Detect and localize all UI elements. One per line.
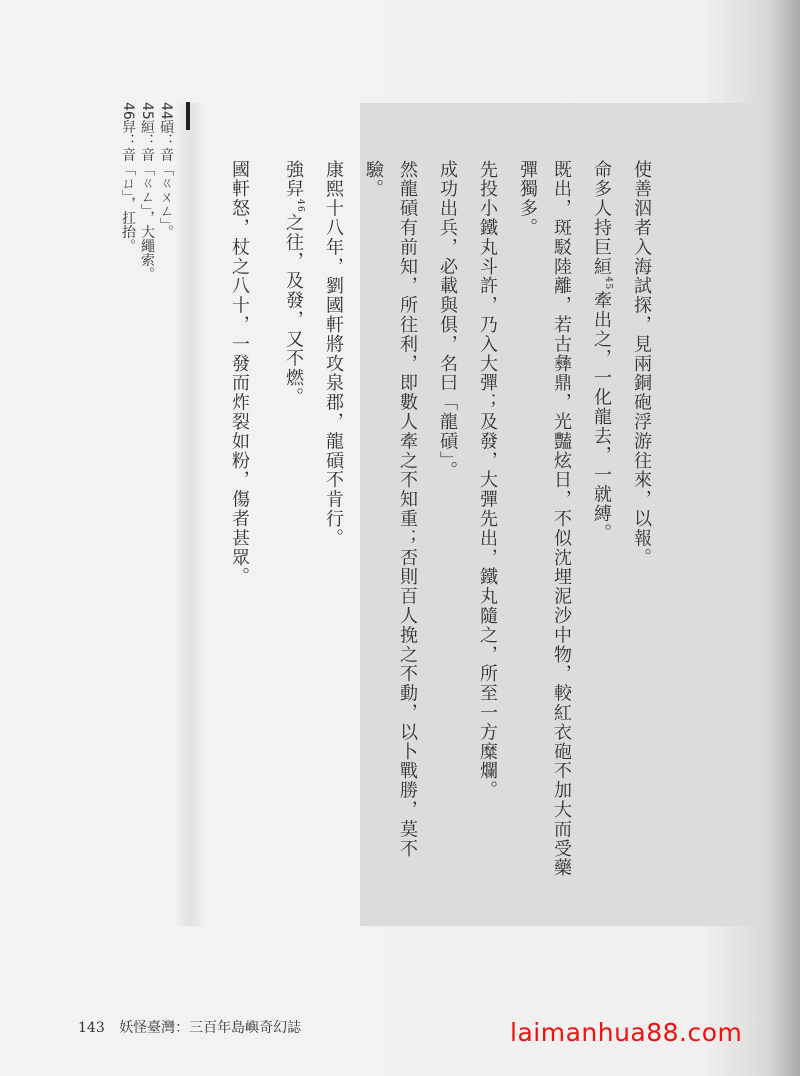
footnote-46: 46舁：音「ㄩ」，扛抬。 xyxy=(120,102,136,253)
main-text-column xyxy=(216,160,658,880)
text-line-4: 先投小鐵丸斗許，乃入大彈；及發，大彈先出，鐵丸隨之，所至一方糜爛。 xyxy=(477,160,498,801)
text-line-1: 使善泅者入海試探，見兩銅砲浮游往來，以報。 xyxy=(631,160,652,568)
footnote-44: 44碽：音「ㄍㄨㄥ」。 xyxy=(158,102,174,239)
text-line-8-b: 之往，及發，又不燃。 xyxy=(283,213,304,408)
footnote-marker-bar xyxy=(186,102,190,130)
text-line-7: 康熙十八年，劉國軒將攻泉郡，龍碽不肯行。 xyxy=(323,160,344,548)
page-footer xyxy=(78,1017,301,1037)
text-line-8 xyxy=(276,160,310,880)
footnotes-column xyxy=(118,102,175,362)
book-title: 妖怪臺灣：三百年島嶼奇幻誌 xyxy=(119,1020,302,1036)
text-line-8-a: 強舁 xyxy=(283,160,304,199)
text-line-2 xyxy=(584,160,618,880)
text-line-9: 國軒怒，杖之八十，一發而炸裂如粉，傷者甚眾。 xyxy=(229,160,250,587)
watermark: laimanhua88.com xyxy=(510,1018,743,1047)
show-through-band xyxy=(175,103,205,926)
page-number: 143 xyxy=(78,1020,105,1036)
footnote-45: 45絙：音「ㄍㄥ」，大繩索。 xyxy=(139,102,155,281)
footnote-ref-45: 45 xyxy=(603,276,613,291)
text-line-2-b: 牽出之，一化龍去，一就縛。 xyxy=(591,290,612,543)
text-line-3: 既出，斑駁陸離，若古彝鼎，光豔炫日，不似沈埋泥沙中物，較紅衣砲不加大而受藥彈獨多。 xyxy=(517,160,572,878)
text-line-2-a: 命多人持巨絙 xyxy=(591,160,612,277)
footnote-ref-46: 46 xyxy=(295,198,305,214)
text-line-5: 成功出兵，必載與俱，名曰「龍碽」。 xyxy=(437,160,458,481)
text-line-6: 然龍碽有前知，所往利，即數人牽之不知重；否則百人挽之不動，以卜戰勝，莫不驗。 xyxy=(363,160,418,859)
